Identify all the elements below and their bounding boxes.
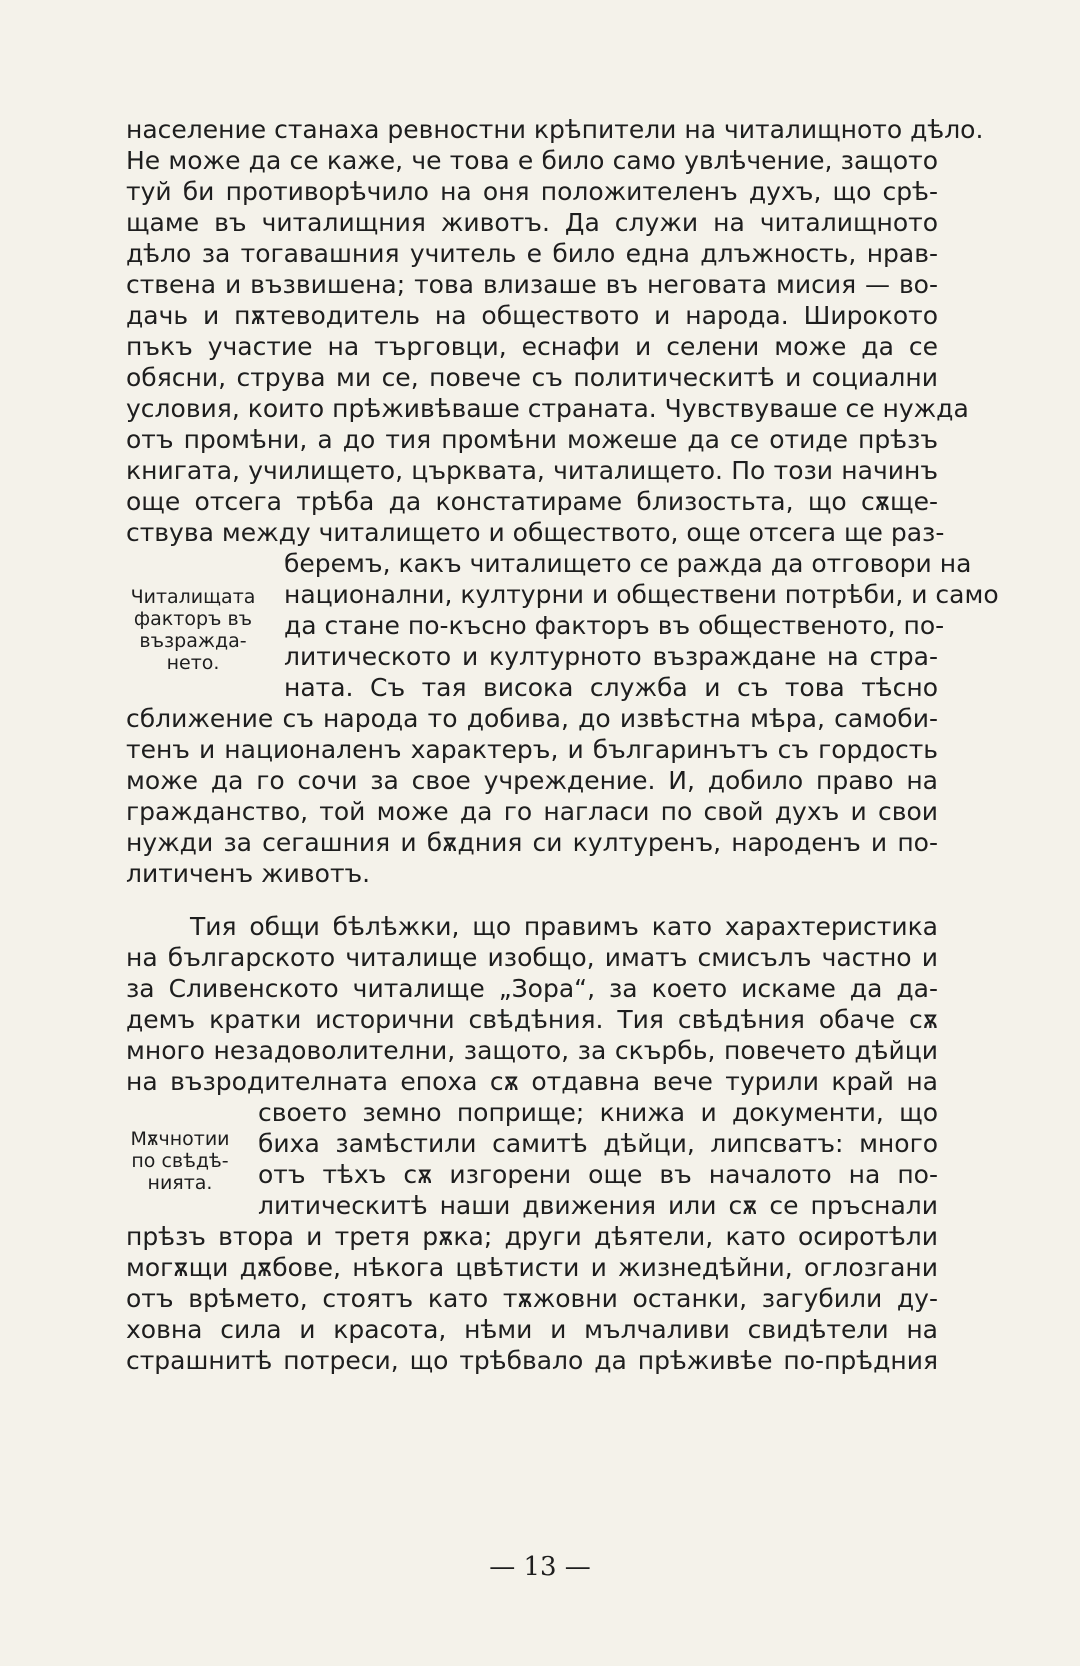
text-line: книгата, училището, църквата, читалището. По този начинъ xyxy=(126,456,938,485)
text-line: страшнитѣ потреси, що трѣбвало да прѣживѣе по-прѣдния xyxy=(126,1346,938,1375)
text-line: още отсега трѣба да констатираме близостьта, що сѫще- xyxy=(126,487,938,516)
text-line: тенъ и националенъ характеръ, и българинътъ съ гордость xyxy=(126,735,938,764)
text-line: ната. Съ тая висока служба и съ това тѣсно xyxy=(284,673,938,702)
text-line: биха замѣстили самитѣ дѣйци, липсватъ: много xyxy=(258,1129,938,1158)
text-line: на възродителната епоха сѫ отдавна вече турили край на xyxy=(126,1067,938,1096)
text-line: нужди за сегашния и бѫдния си културенъ, народенъ и по- xyxy=(126,828,938,857)
marginal-note-line: факторъ въ xyxy=(133,608,253,630)
marginal-note-line: Мѫчнотии xyxy=(130,1128,230,1150)
text-line: литическото и културното възраждане на стра- xyxy=(284,642,938,671)
text-line: много незадоволителни, защото, за скърбь, повечето дѣйци xyxy=(126,1036,938,1065)
text-line: дѣло за тогавашния учитель е било една длъжность, нрав- xyxy=(126,239,938,268)
text-line: национални, културни и обществени потрѣби, и само xyxy=(284,580,999,609)
text-line: сближение съ народа то добива, до извѣстна мѣра, самоби- xyxy=(126,704,938,733)
text-line: условия, които прѣживѣваше страната. Чувствуваше се нужда xyxy=(126,394,969,423)
text-line: могѫщи дѫбове, нѣкога цвѣтисти и жизнедѣйни, оглозгани xyxy=(126,1253,938,1282)
text-line: пъкъ участие на търговци, еснафи и селени може да се xyxy=(126,332,938,361)
text-line: демъ кратки исторични свѣдѣния. Тия свѣдѣния обаче сѫ xyxy=(126,1005,938,1034)
text-line: Тия общи бѣлѣжки, що правимъ като харахтеристика xyxy=(190,912,938,941)
marginal-note-line: нето. xyxy=(166,652,220,674)
text-line: Не може да се каже, че това е било само увлѣчение, защото xyxy=(126,146,938,175)
text-line: туй би противорѣчило на оня положителенъ духъ, що срѣ- xyxy=(126,177,938,206)
text-line: може да го сочи за свое учреждение. И, добило право на xyxy=(126,766,938,795)
text-line: отъ врѣмето, стоятъ като тѫжовни останки, загубили ду- xyxy=(126,1284,938,1313)
text-line: гражданство, той може да го нагласи по свой духъ и свои xyxy=(126,797,938,826)
marginal-note-line: възражда- xyxy=(139,630,247,652)
text-line: отъ промѣни, а до тия промѣни можеше да се отиде прѣзъ xyxy=(126,425,938,454)
text-line: да стане по-късно факторъ въ общественото, по- xyxy=(284,611,945,640)
page-number: — 13 — xyxy=(489,1552,591,1582)
marginal-note xyxy=(118,1128,242,1194)
text-line: прѣзъ втора и третя рѫка; други дѣятели, като осиротѣли xyxy=(126,1222,938,1251)
text-line: литиченъ животъ. xyxy=(126,859,371,888)
marginal-note-line: нията. xyxy=(147,1172,213,1194)
text-line: беремъ, какъ читалището се ражда да отговори на xyxy=(284,549,972,578)
text-line: на българското читалище изобщо, иматъ смисълъ частно и xyxy=(126,943,938,972)
marginal-note xyxy=(122,586,264,674)
text-line: дачь и пѫтеводитель на обществото и народа. Широкото xyxy=(126,301,938,330)
marginal-note-line: по свѣдѣ- xyxy=(131,1150,229,1172)
marginal-note-line: Читалищата xyxy=(130,586,256,608)
text-line: щаме въ читалищния животъ. Да служи на читалищното xyxy=(126,208,938,237)
text-line: население станаха ревностни крѣпители на читалищното дѣло. xyxy=(126,115,984,144)
text-line: своето земно поприще; книжа и документи, що xyxy=(258,1098,938,1127)
text-line: литическитѣ наши движения или сѫ се пръснали xyxy=(258,1191,938,1220)
text-line: ствена и възвишена; това влизаше въ неговата мисия — во- xyxy=(126,270,938,299)
text-line: отъ тѣхъ сѫ изгорени още въ началото на по- xyxy=(258,1160,938,1189)
text-line: ховна сила и красота, нѣми и мълчаливи свидѣтели на xyxy=(126,1315,938,1344)
text-line: обясни, струва ми се, повече съ политическитѣ и социални xyxy=(126,363,938,392)
text-line: ствува между читалището и обществото, още отсега ще раз- xyxy=(126,518,945,547)
text-line: за Сливенското читалище „Зора“, за което искаме да да- xyxy=(126,974,938,1003)
